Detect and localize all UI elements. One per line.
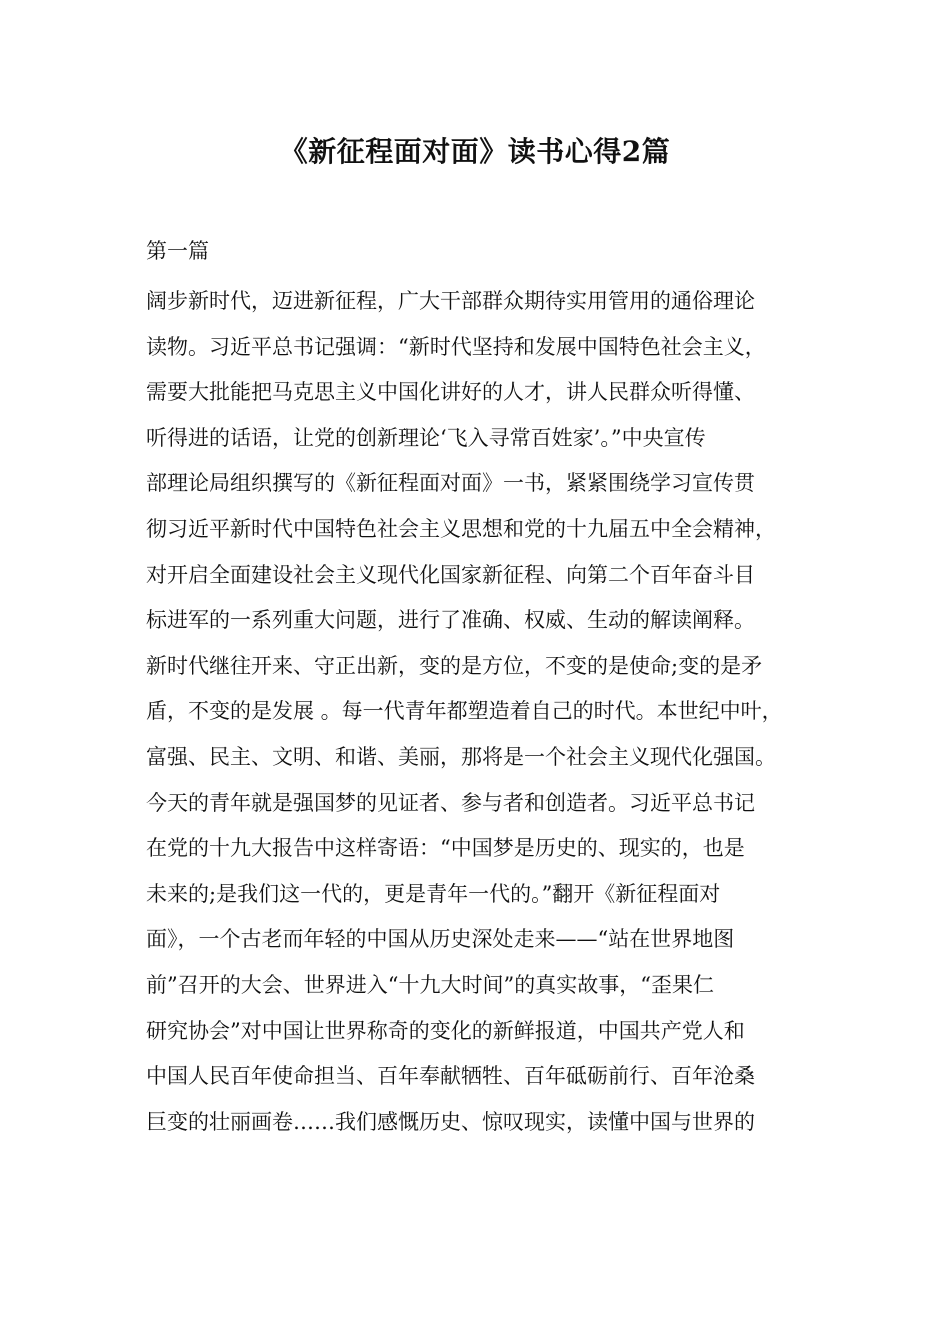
text-line: 前”召开的大会、世界进入“十九大时间”的真实故事，“歪果仁 xyxy=(146,972,714,997)
text-line: 盾，不变的是发展 。每一代青年都塑造着自己的时代。本世纪中叶， xyxy=(146,699,783,724)
text-line: 富强、民主、文明、和谐、美丽，那将是一个社会主义现代化强国。 xyxy=(146,744,776,769)
text-line: 新时代继往开来、守正出新，变的是方位，不变的是使命;变的是矛 xyxy=(146,653,763,678)
text-line: 未来的;是我们这一代的，更是青年一代的。”翻开《新征程面对 xyxy=(146,881,721,906)
text-line: 中国人民百年使命担当、百年奉献牺牲、百年砥砺前行、百年沧桑 xyxy=(146,1064,755,1089)
text-line: 部理论局组织撰写的《新征程面对面》一书，紧紧围绕学习宣传贯 xyxy=(146,471,755,496)
text-line: 阔步新时代，迈进新征程，广大干部群众期待实用管用的通俗理论 xyxy=(146,289,755,313)
text-line: 今天的青年就是强国梦的见证者、参与者和创造者。习近平总书记 xyxy=(146,790,755,815)
text-line: 读物。习近平总书记强调：“新时代坚持和发展中国特色社会主义， xyxy=(146,334,766,359)
text-line: 在党的十九大报告中这样寄语：“中国梦是历史的、现实的，也是 xyxy=(146,836,745,861)
text-line: 巨变的壮丽画卷……我们感慨历史、惊叹现实，读懂中国与世界的 xyxy=(146,1109,755,1134)
section-label: 第一篇 xyxy=(146,239,209,263)
text-line: 对开启全面建设社会主义现代化国家新征程、向第二个百年奋斗目 xyxy=(146,562,755,587)
text-line: 听得进的话语，让党的创新理论‘飞入寻常百姓家’。”中央宣传 xyxy=(146,425,706,450)
text-line: 需要大批能把马克思主义中国化讲好的人才，讲人民群众听得懂、 xyxy=(146,380,755,405)
text-line: 面》，一个古老而年轻的中国从历史深处走来——“站在世界地图 xyxy=(146,927,735,952)
text-line: 标进军的一系列重大问题，进行了准确、权威、生动的解读阐释。 xyxy=(146,608,755,633)
text-line: 彻习近平新时代中国特色社会主义思想和党的十九届五中全会精神， xyxy=(146,516,776,541)
text-line: 研究协会”对中国让世界称奇的变化的新鲜报道，中国共产党人和 xyxy=(146,1018,745,1043)
body-text xyxy=(146,284,826,1150)
document-title: 《新征程面对面》读书心得2篇 xyxy=(279,135,671,168)
